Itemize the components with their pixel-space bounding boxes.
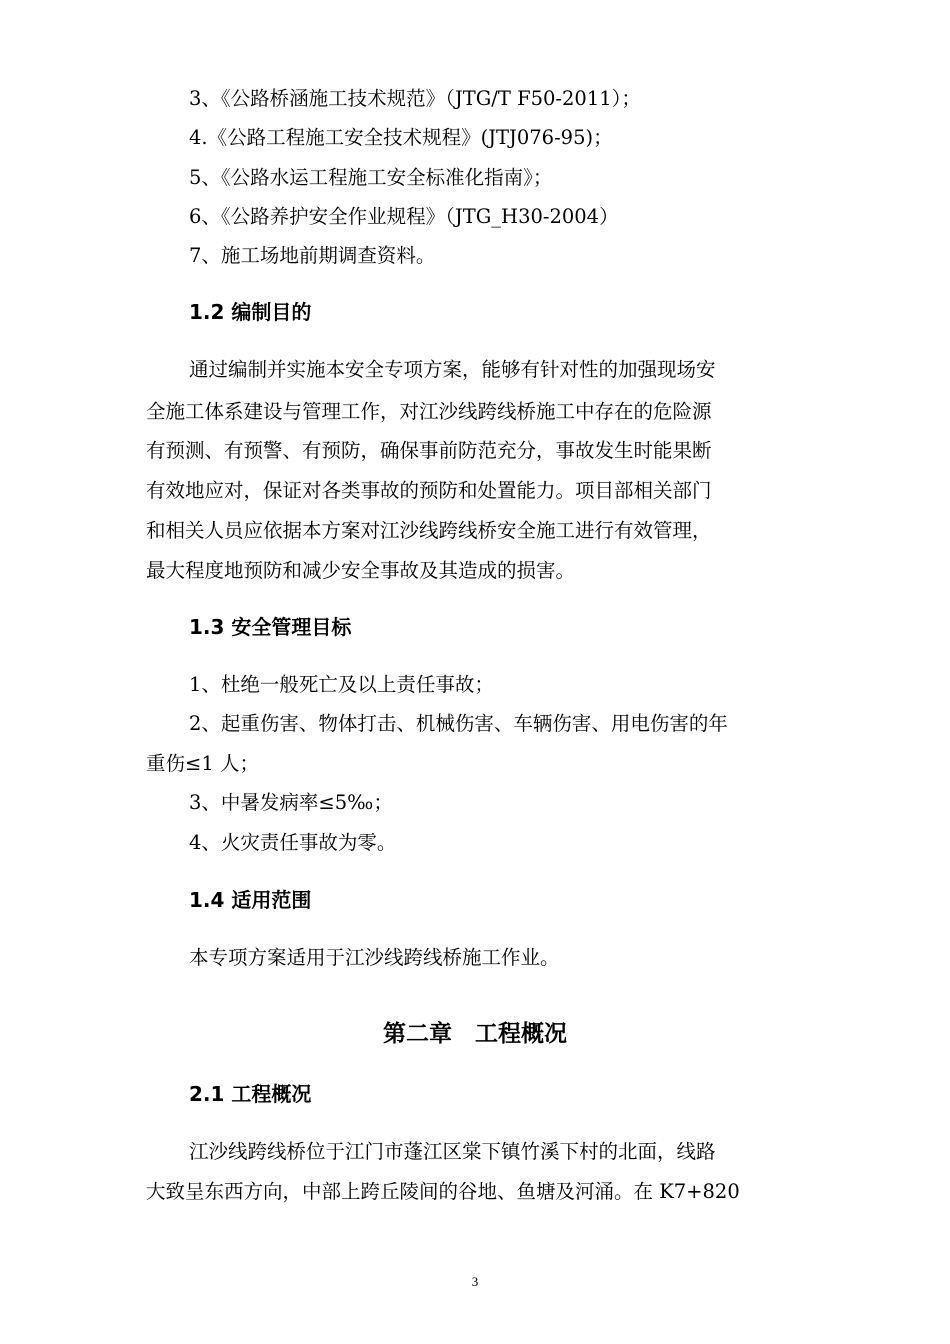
goal-item: 1、杜绝一般死亡及以上责任事故； [189,673,494,696]
paragraph-line: 和相关人员应依据本方案对江沙线跨线桥安全施工进行有效管理， [146,519,712,542]
paragraph-line: 大致呈东西方向，中部上跨丘陵间的谷地、鱼塘及河涌。在 K7+820 [146,1180,740,1203]
paragraph-line: 有效地应对，保证对各类事故的预防和处置能力。项目部相关部门 [146,479,712,502]
reference-item: 5、《公路水运工程施工安全标准化指南》； [189,166,553,189]
page-number: 3 [471,1274,479,1289]
paragraph-line: 通过编制并实施本安全专项方案，能够有针对性的加强现场安 [189,358,716,381]
chapter-title: 第二章 工程概况 [383,1021,567,1047]
goal-item-continued: 重伤≤1 人； [146,752,259,775]
scope-text: 本专项方案适用于江沙线跨线桥施工作业。 [189,946,560,969]
section-heading-1-4: 1.4 适用范围 [189,888,312,912]
reference-item: 7、施工场地前期调查资料。 [189,244,436,267]
paragraph-line: 有预测、有预警、有预防，确保事前防范充分，事故发生时能果断 [146,439,712,462]
section-heading-2-1: 2.1 工程概况 [189,1082,312,1106]
goal-item: 2、起重伤害、物体打击、机械伤害、车辆伤害、用电伤害的年 [189,712,728,735]
paragraph-line: 江沙线跨线桥位于江门市蓬江区棠下镇竹溪下村的北面，线路 [189,1140,716,1163]
paragraph-line: 最大程度地预防和减少安全事故及其造成的损害。 [146,559,576,582]
reference-item: 4.《公路工程施工安全技术规程》(JTJ076-95)； [189,126,613,149]
goal-item: 4、火灾责任事故为零。 [189,831,397,854]
section-heading-1-3: 1.3 安全管理目标 [189,615,352,639]
reference-item: 6、《公路养护安全作业规程》（JTG_H30-2004） [189,205,619,228]
paragraph-line: 全施工体系建设与管理工作，对江沙线跨线桥施工中存在的危险源 [146,400,712,423]
section-heading-1-2: 1.2 编制目的 [189,300,312,324]
goal-item: 3、中暑发病率≤5‰； [189,791,393,814]
reference-item: 3、《公路桥涵施工技术规范》（JTG/T F50-2011）； [189,87,641,110]
